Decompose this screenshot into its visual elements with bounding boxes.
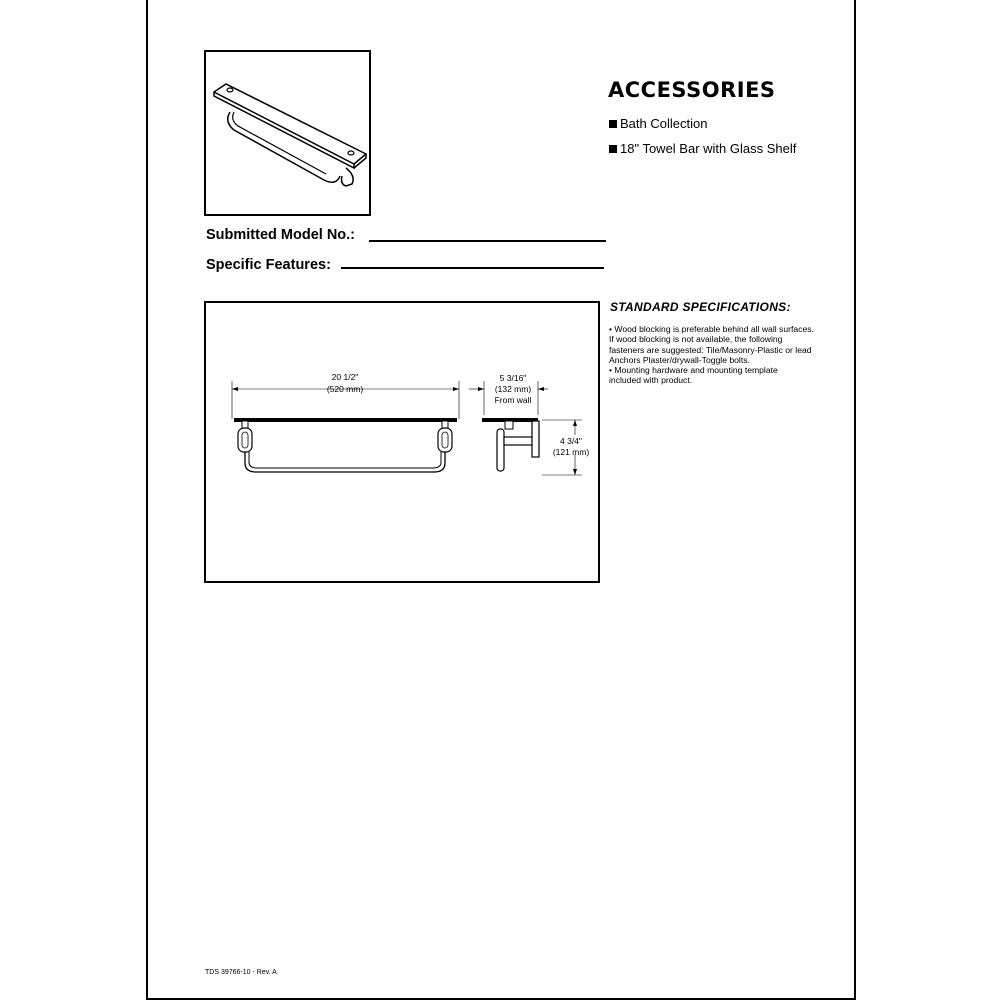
features-label: Specific Features: — [206, 257, 331, 273]
spec-line: • Mounting hardware and mounting template — [609, 365, 778, 376]
page-title: ACCESSORIES — [608, 78, 776, 102]
height-mm: (121 mm) — [552, 447, 590, 457]
towel-bar — [245, 452, 445, 472]
product-thumbnail — [204, 50, 371, 216]
bullet-label: 18" Towel Bar with Glass Shelf — [620, 141, 797, 156]
features-field[interactable] — [341, 267, 604, 269]
spec-line: Anchors Plaster/drywall-Toggle bolts. — [609, 354, 750, 365]
bar-side — [497, 429, 504, 471]
depth-note: From wall — [494, 395, 532, 405]
spec-body — [609, 324, 854, 386]
spec-line: included with product. — [609, 375, 693, 386]
spec-line: fasteners are suggested: Tile/Masonry-Plastic or lead — [609, 344, 812, 355]
spec-line: • Wood blocking is preferable behind all wall surfaces. — [609, 324, 814, 334]
bullet-square-icon — [609, 120, 617, 128]
bullet-item — [609, 141, 796, 156]
bullet-label: Bath Collection — [620, 116, 708, 131]
document-code: TDS 39766-10 - Rev. A — [205, 969, 277, 976]
glass-shelf-front — [234, 418, 457, 422]
width-mm: (520 mm) — [326, 384, 364, 394]
model-number-label: Submitted Model No.: — [206, 227, 356, 243]
model-number-field[interactable] — [369, 240, 606, 242]
height-inches: 4 3/4" — [560, 436, 582, 446]
bullet-item — [609, 116, 707, 131]
bullet-square-icon — [609, 145, 617, 153]
width-inches: 20 1/2" — [331, 372, 359, 382]
wall-flange — [532, 421, 539, 457]
spec-heading: STANDARD SPECIFICATIONS: — [610, 300, 791, 314]
dimension-drawing — [204, 301, 600, 583]
depth-mm: (132 mm) — [494, 384, 532, 394]
depth-inches: 5 3/16" — [499, 373, 527, 383]
spec-line: If wood blocking is not available, the following — [609, 334, 783, 345]
